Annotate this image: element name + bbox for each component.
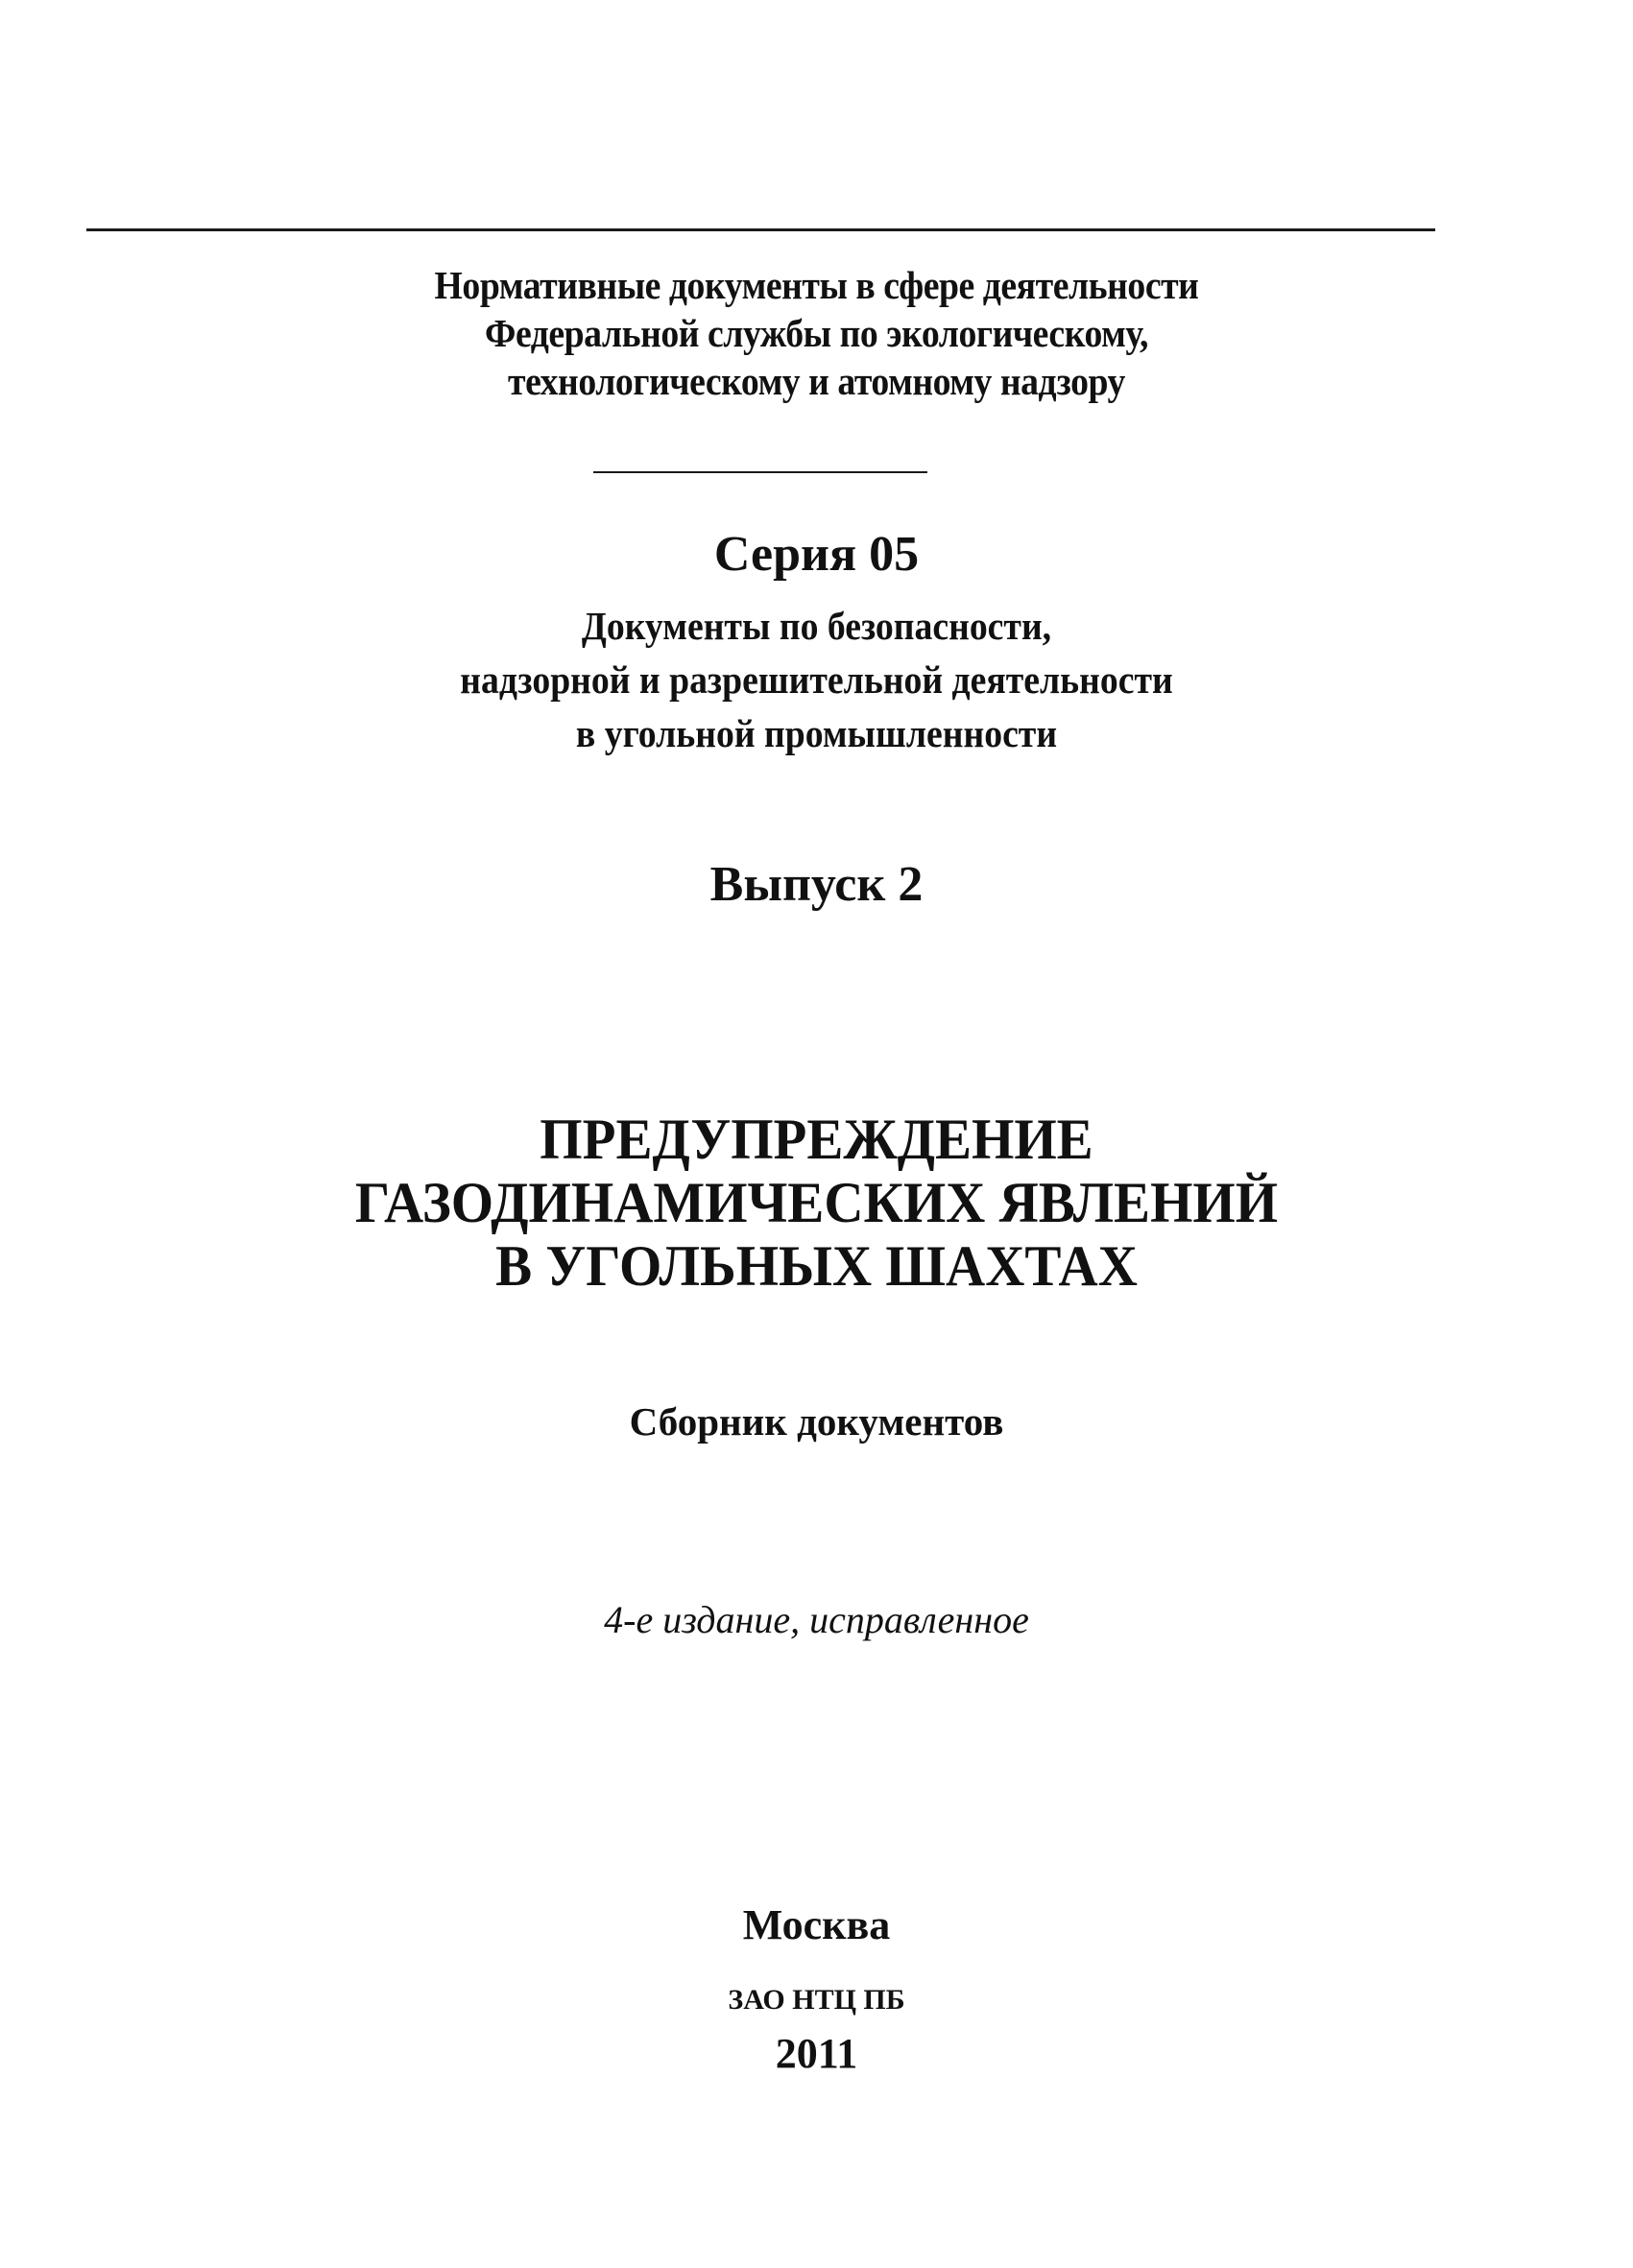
- issue-number: Выпуск 2: [709, 857, 924, 912]
- series-title: Серия 05: [713, 527, 920, 582]
- imprint-year: 2011: [775, 2030, 858, 2077]
- edition-note: 4-е издание, исправленное: [604, 1598, 1029, 1641]
- header-line-2: Федеральной службы по экологическому,: [485, 311, 1148, 355]
- edition-block: [0, 1597, 1633, 1643]
- top-rule: [86, 228, 1435, 231]
- series-description: [0, 599, 1633, 760]
- series-desc-line-3: в угольной промышленности: [575, 711, 1058, 755]
- imprint-publisher-block: [0, 1981, 1633, 2019]
- imprint-publisher: ЗАО НТЦ ПБ: [728, 1984, 905, 2016]
- main-title-line-2: ГАЗОДИНАМИЧЕСКИХ ЯВЛЕНИЙ: [354, 1171, 1279, 1234]
- header-line-3: технологическому и атомному надзору: [508, 359, 1125, 403]
- header-line-1: Нормативные документы в сфере деятельности: [434, 263, 1199, 307]
- main-title-line-1: ПРЕДУПРЕЖДЕНИЕ: [540, 1108, 1093, 1171]
- imprint-city: Москва: [742, 1901, 891, 1948]
- series-desc-line-1: Документы по безопасности,: [581, 604, 1052, 648]
- divider-rule: [593, 471, 927, 473]
- imprint-year-block: [0, 2029, 1633, 2079]
- imprint-block: [0, 1900, 1633, 1950]
- main-title-line-3: В УГОЛЬНЫХ ШАХТАХ: [495, 1234, 1138, 1298]
- series-desc-line-2: надзорной и разрешительной деятельности: [460, 657, 1173, 702]
- issue-block: [0, 856, 1633, 914]
- subtitle-block: [0, 1397, 1633, 1445]
- subtitle: Сборник документов: [629, 1399, 1004, 1444]
- series-block: [0, 526, 1633, 584]
- header-block: [0, 261, 1633, 405]
- main-title-block: [0, 1108, 1633, 1298]
